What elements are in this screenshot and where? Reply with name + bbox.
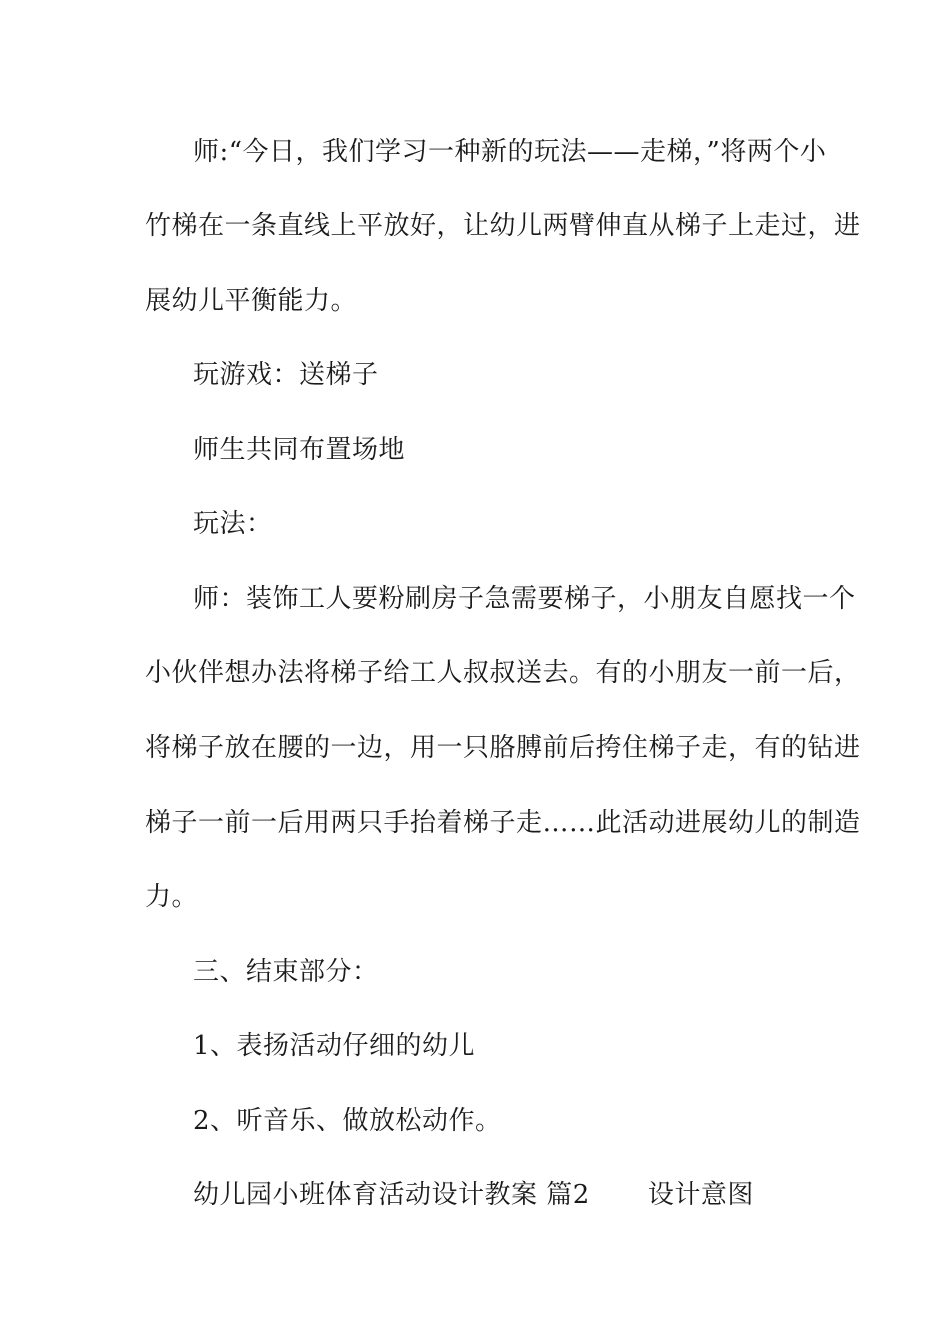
heading-section: 设计意图 (647, 1180, 754, 1210)
paragraph-line: 小伙伴想办法将梯子给工人叔叔送去。有的小朋友一前一后， (145, 658, 861, 688)
paragraph-line: 梯子一前一后用两只手抬着梯子走……此活动进展幼儿的制造 (145, 808, 861, 838)
paragraph-line: 展幼儿平衡能力。 (145, 286, 358, 316)
paragraph-line: 师:“今日，我们学习一种新的玩法——走梯，”将两个小 (193, 137, 827, 167)
paragraph-line: 力。 (145, 882, 199, 912)
list-item: 2、听音乐、做放松动作。 (193, 1106, 502, 1136)
paragraph-line: 将梯子放在腰的一边，用一只胳膊前后挎住梯子走，有的钻进 (145, 733, 861, 763)
document-heading (193, 1180, 754, 1210)
list-item: 1、表扬活动仔细的幼儿 (193, 1031, 476, 1061)
paragraph-line: 师生共同布置场地 (193, 435, 406, 465)
subheading-line: 玩法： (193, 509, 273, 539)
subheading-line: 玩游戏：送梯子 (193, 360, 379, 390)
paragraph-line: 竹梯在一条直线上平放好，让幼儿两臂伸直从梯子上走过，进 (145, 211, 861, 241)
heading-title: 幼儿园小班体育活动设计教案 篇2 (193, 1180, 590, 1210)
paragraph-line: 师：装饰工人要粉刷房子急需要梯子，小朋友自愿找一个 (193, 584, 856, 614)
section-heading: 三、结束部分： (193, 957, 379, 987)
